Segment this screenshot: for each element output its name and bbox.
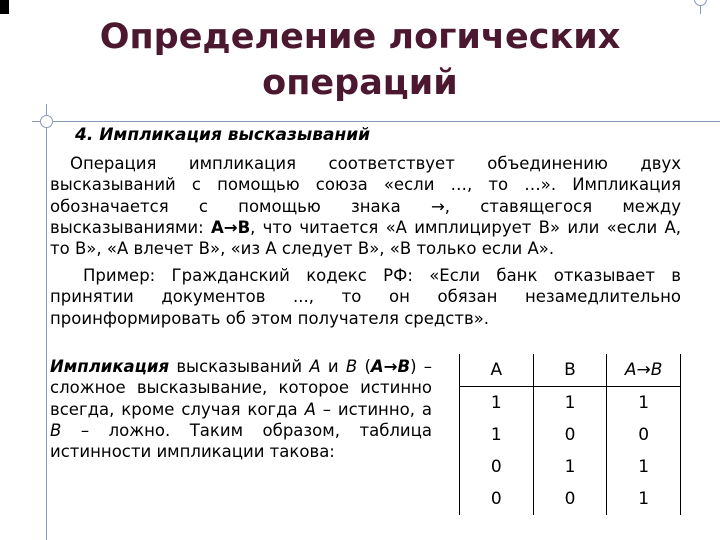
truth-table-row (460, 483, 681, 515)
truth-table-cell: 0 (533, 419, 607, 451)
truth-table-row (460, 451, 681, 483)
truth-table-header-implication: А→В (607, 354, 681, 387)
truth-table-header-row (460, 354, 681, 387)
decorative-vertical-line (46, 104, 47, 540)
truth-table-row (460, 419, 681, 451)
truth-table-cell: 0 (460, 483, 534, 515)
definition-paragraph (50, 153, 681, 259)
paragraph1-text-b: , что читается «А имплицирует В» или «если А, то В», «А влечет В», «из А следует В», «В только если А». (50, 217, 681, 259)
definition-term: Импликация (50, 357, 170, 376)
section-subheading: 4. Импликация высказываний (75, 125, 371, 145)
variable-a-2: А (304, 399, 316, 419)
paragraph1-text-a: Операция импликация соответствует объединению двух высказываний с помощью союза «если …, то …». Импликация обозначается с помощью знака →, ставящегося между высказываниями: (50, 154, 681, 237)
truth-table-cell: 1 (638, 393, 650, 413)
definition-text-b: ) – сложное высказывание, которое истинно всегда, кроме случая когда (50, 357, 432, 419)
corner-mark (0, 0, 9, 14)
truth-table-cell: 0 (638, 425, 650, 445)
truth-table-header-b: В (533, 354, 607, 387)
truth-table-cell: 0 (460, 451, 534, 483)
implication-definition (50, 356, 432, 462)
definition-formula: А→В (370, 357, 411, 376)
truth-table-cell: 1 (533, 387, 607, 420)
variable-b: В (345, 357, 358, 376)
definition-text-d: – ложно. Таким образом, таблица истинности импликации такова: (50, 420, 432, 462)
variable-b-2: В (50, 420, 62, 440)
decorative-horizontal-line (32, 121, 720, 122)
truth-table-cell: 1 (533, 451, 607, 483)
definition-text-a: высказываний (169, 357, 310, 376)
variable-a: А (309, 357, 321, 376)
example-paragraph: Пример: Гражданский кодекс РФ: «Если банк отказывает в принятии документов ..., то он обязан незамедлительно проинформировать об этом получателя средств». (50, 266, 681, 328)
definition-text-c: – истинно, а (315, 399, 432, 419)
truth-table (459, 354, 681, 515)
slide-title-line2: операций (262, 63, 458, 103)
truth-table-cell: 1 (638, 489, 650, 509)
decorative-circle (40, 115, 53, 128)
implication-formula: А→В (210, 217, 251, 237)
truth-table-header-a: А (460, 354, 534, 387)
slide-title-line1: Определение логических (99, 17, 621, 57)
truth-table-cell: 1 (460, 419, 534, 451)
truth-table-cell: 1 (460, 387, 534, 420)
truth-table-cell: 1 (638, 457, 650, 477)
decorative-top-circle (694, 0, 707, 6)
definition-open-paren: ( (357, 357, 371, 376)
definition-and: и (320, 357, 346, 376)
truth-table-cell: 0 (533, 483, 607, 515)
truth-table-row (460, 387, 681, 420)
slide-title (40, 14, 680, 106)
